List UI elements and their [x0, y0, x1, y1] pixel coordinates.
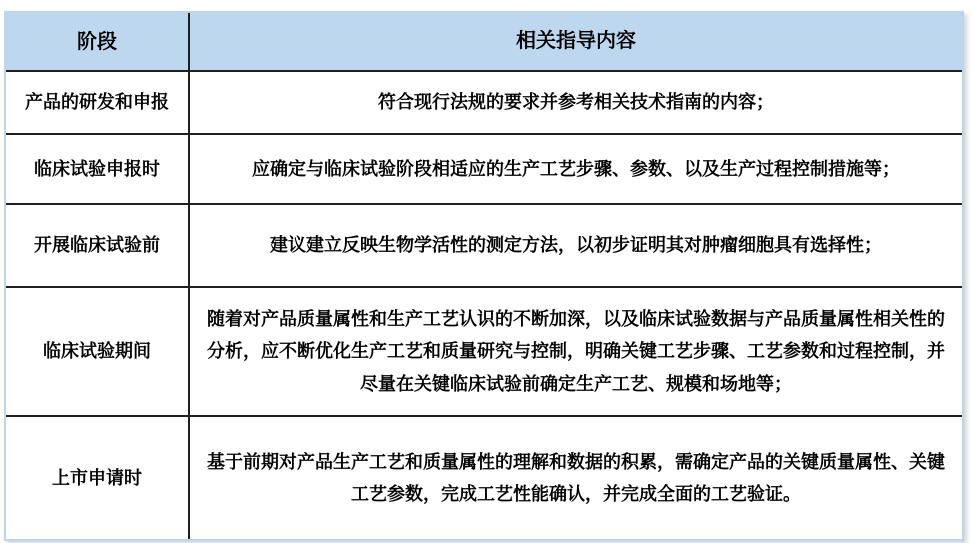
stage-cell: 产品的研发和申报 — [6, 72, 190, 133]
content-cell: 随着对产品质量属性和生产工艺认识的不断加深，以及临床试验数据与产品质量属性相关性的分析，应不断优化生产工艺和质量研究与控制，明确关键工艺步骤、工艺参数和过程控制，并尽量在关键临床试验前确定生产工艺、规模和场地等； — [207, 309, 945, 394]
table-row — [6, 286, 962, 415]
header-cell-content: 相关指导内容 — [190, 13, 962, 70]
table-row — [6, 133, 962, 203]
stage-cell: 开展临床试验前 — [6, 205, 190, 286]
content-cell: 符合现行法规的要求并参考相关技术指南的内容； — [378, 92, 774, 113]
stage-cell: 上市申请时 — [6, 417, 190, 539]
table-header-row — [6, 13, 962, 70]
table-row — [6, 203, 962, 286]
content-cell: 建议建立反映生物学活性的测定方法，以初步证明其对肿瘤细胞具有选择性； — [270, 235, 882, 256]
content-cell: 应确定与临床试验阶段相适应的生产工艺步骤、参数、以及生产过程控制措施等； — [252, 158, 900, 179]
guidance-table — [4, 11, 964, 541]
table-row — [6, 70, 962, 133]
stage-cell: 临床试验申报时 — [6, 135, 190, 203]
stage-cell: 临床试验期间 — [6, 288, 190, 415]
content-cell: 基于前期对产品生产工艺和质量属性的理解和数据的积累，需确定产品的关键质量属性、关键工艺参数，完成工艺性能确认，并完成全面的工艺验证。 — [207, 451, 945, 504]
header-cell-stage: 阶段 — [6, 13, 190, 70]
table-row — [6, 415, 962, 539]
